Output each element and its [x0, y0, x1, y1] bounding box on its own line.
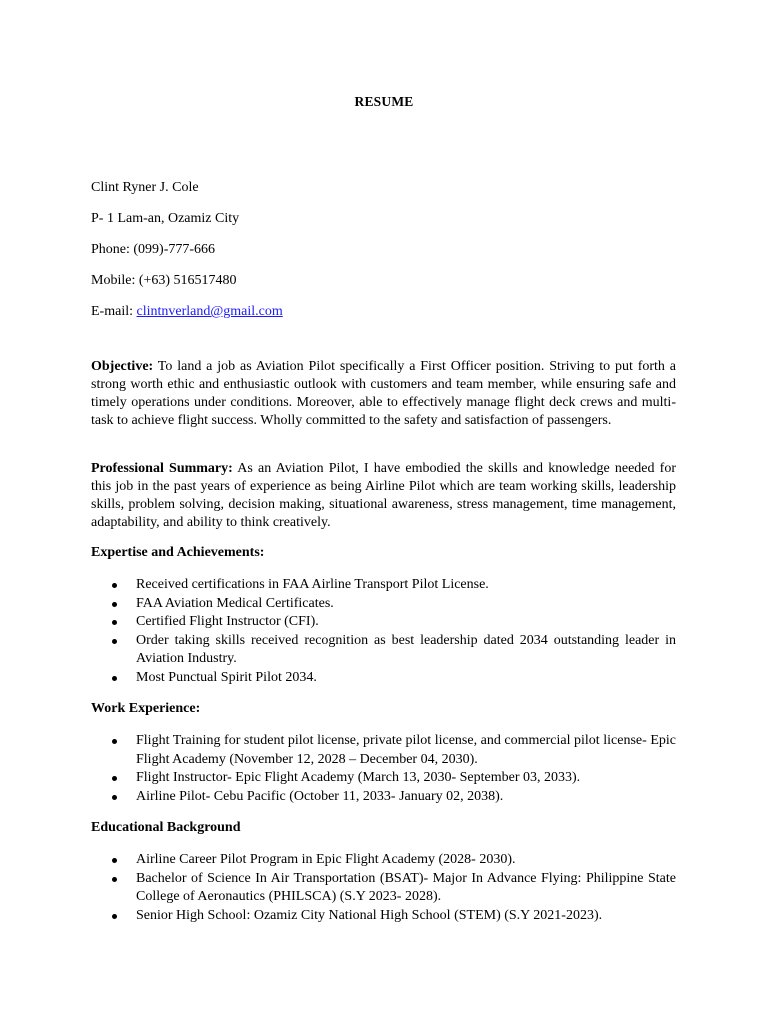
contact-mobile: Mobile: (+63) 516517480 — [91, 273, 237, 288]
list-item — [91, 788, 676, 807]
list-item-text: Most Punctual Spirit Pilot 2034. — [136, 669, 317, 685]
list-item-text: Certified Flight Instructor (CFI). — [136, 614, 319, 629]
list-item — [91, 732, 676, 769]
list-item-text: Airline Pilot- Cebu Pacific (October 11, 2033- January 02, 2038). — [136, 788, 504, 804]
bullet-icon — [112, 858, 117, 863]
summary-paragraph — [91, 460, 676, 532]
contact-name: Clint Ryner J. Cole — [91, 180, 199, 195]
bullet-icon — [112, 639, 117, 644]
bullet-icon — [112, 795, 117, 800]
list-item — [91, 613, 676, 632]
list-item — [91, 632, 676, 669]
education-heading: Educational Background — [91, 820, 241, 835]
list-item-text: Senior High School: Ozamiz City National High School (STEM) (S.Y 2021-2023). — [136, 907, 603, 923]
list-item — [91, 769, 676, 788]
summary-label: Professional Summary: — [91, 461, 233, 476]
contact-email-link[interactable]: clintnverland@gmail.com — [136, 304, 283, 319]
bullet-icon — [112, 676, 117, 681]
list-item — [91, 907, 676, 926]
bullet-icon — [112, 877, 117, 882]
list-item — [91, 595, 676, 614]
list-item-text: FAA Aviation Medical Certificates. — [136, 595, 334, 611]
list-item-text: Flight Training for student pilot license, private pilot license, and commercial pilot license- Epic Flight Academy (November 12, 2028 – December 04, 2030). — [136, 733, 676, 767]
contact-email-label: E-mail: — [91, 304, 137, 319]
contact-email-row — [91, 296, 283, 327]
summary-text: As an Aviation Pilot, I have embodied the skills and knowledge needed for this job in the past years of experience as being Airline Pilot which are team working skills, leadership skills, problem solving, decision making, situational awareness, stress management, time management, adaptability, and ability to think creatively. — [91, 461, 677, 530]
bullet-icon — [112, 914, 117, 919]
bullet-icon — [112, 583, 117, 588]
list-item — [91, 576, 676, 595]
list-item-text: Flight Instructor- Epic Flight Academy (March 13, 2030- September 03, 2033). — [136, 770, 581, 785]
bullet-icon — [112, 602, 117, 607]
education-list — [91, 851, 676, 925]
list-item-text: Order taking skills received recognition as best leadership dated 2034 outstanding leader in Aviation Industry. — [136, 632, 676, 666]
expertise-list — [91, 576, 676, 687]
list-item — [91, 851, 676, 870]
list-item-text: Bachelor of Science In Air Transportation (BSAT)- Major In Advance Flying: Philippine State College of Aeronautics (PHILSCA) (S.Y 2023- 2028). — [136, 870, 676, 904]
contact-block — [91, 172, 283, 327]
expertise-heading: Expertise and Achievements: — [91, 545, 265, 560]
work-heading: Work Experience: — [91, 701, 201, 716]
contact-address: P- 1 Lam-an, Ozamiz City — [91, 211, 240, 226]
objective-text: To land a job as Aviation Pilot specifically a First Officer position. Striving to put forth a strong worth ethic and enthusiastic outlook with customers and team member, while ensuring safe and timely operations under conditions. Moreover, able to effectively manage flight deck crews and multi-task to achieve flight success. Wholly committed to the safety and satisfaction of passengers. — [91, 359, 676, 428]
bullet-icon — [112, 776, 117, 781]
bullet-icon — [112, 739, 117, 744]
list-item — [91, 870, 676, 907]
list-item-text: Airline Career Pilot Program in Epic Flight Academy (2028- 2030). — [136, 852, 516, 867]
contact-phone: Phone: (099)-777-666 — [91, 242, 216, 257]
list-item — [91, 669, 676, 688]
work-list — [91, 732, 676, 806]
bullet-icon — [112, 620, 117, 625]
objective-label: Objective: — [91, 359, 154, 374]
list-item-text: Received certifications in FAA Airline Transport Pilot License. — [136, 577, 489, 592]
objective-paragraph — [91, 358, 676, 430]
page-title: RESUME — [354, 94, 414, 109]
